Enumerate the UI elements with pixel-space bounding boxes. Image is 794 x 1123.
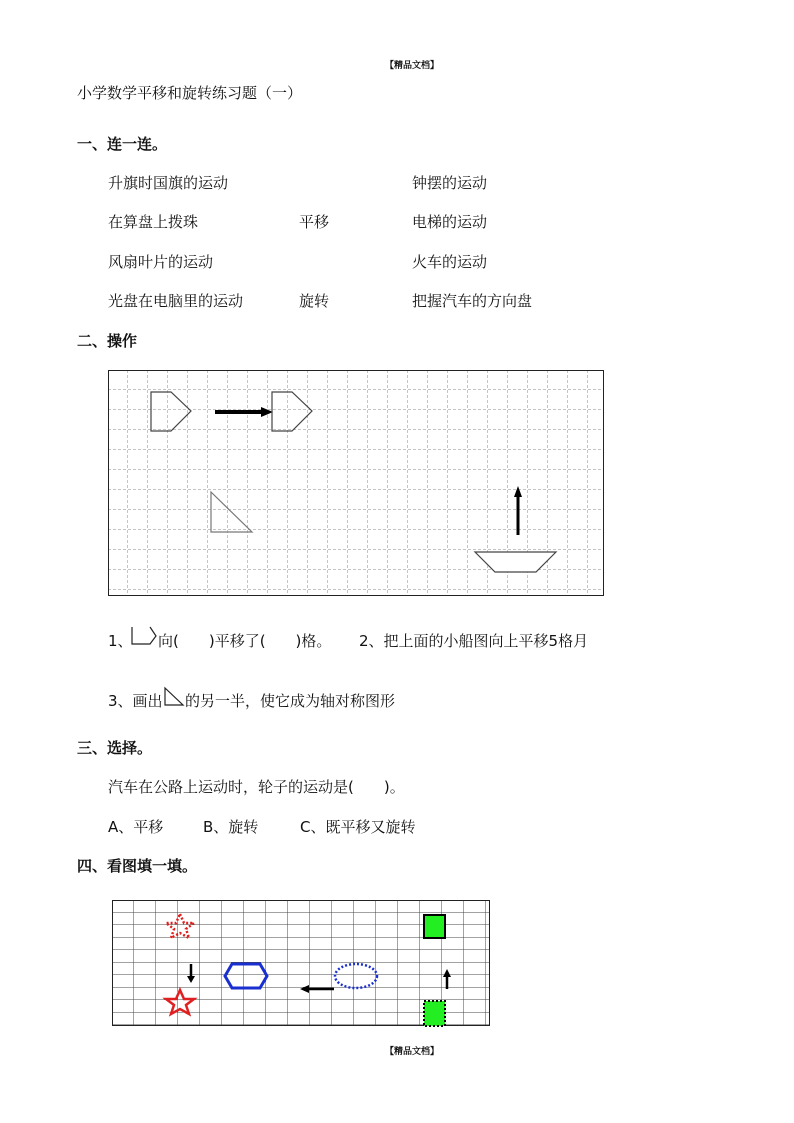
operation-grid-figure (108, 370, 605, 597)
triangle-inline-icon (163, 686, 185, 708)
section-1-heading: 一、连一连。 (77, 135, 168, 153)
match-middle-translation: 平移 (299, 213, 330, 231)
option-b: B、旋转 (203, 818, 259, 836)
match-right-1: 钟摆的运动 (412, 174, 488, 192)
question-2-text: 2、把上面的小船图向上平移5格月 (359, 632, 589, 650)
match-right-2: 电梯的运动 (412, 213, 488, 231)
match-left-1: 升旗时国旗的运动 (108, 174, 229, 192)
match-left-4: 光盘在电脑里的运动 (108, 292, 244, 310)
match-left-3: 风扇叶片的运动 (108, 253, 214, 271)
section-4-heading: 四、看图填一填。 (77, 857, 198, 875)
dotted-green-square-shape (424, 1001, 445, 1026)
match-middle-rotation: 旋转 (299, 292, 330, 310)
look-and-fill-grid-figure (112, 900, 492, 1028)
pentagon-inline-icon (130, 625, 158, 647)
green-square-shape (424, 915, 445, 938)
match-left-2: 在算盘上拨珠 (108, 213, 199, 231)
option-c: C、既平移又旋转 (300, 818, 416, 836)
page-header: 【精品文档】 (385, 61, 440, 71)
question-1-text: 向( )平移了( )格。 (158, 632, 332, 650)
option-a: A、平移 (108, 818, 164, 836)
question-1-number: 1、 (108, 632, 133, 650)
section-2-heading: 二、操作 (77, 332, 138, 350)
page-title: 小学数学平移和旋转练习题（一） (77, 84, 303, 102)
page-footer: 【精品文档】 (385, 1047, 440, 1057)
match-right-3: 火车的运动 (412, 253, 488, 271)
question-3-suffix: 的另一半，使它成为轴对称图形 (185, 692, 396, 710)
section-3-heading: 三、选择。 (77, 739, 153, 757)
choice-question: 汽车在公路上运动时，轮子的运动是( )。 (108, 778, 405, 796)
question-3-prefix: 3、画出 (108, 692, 163, 710)
match-right-4: 把握汽车的方向盘 (412, 292, 533, 310)
